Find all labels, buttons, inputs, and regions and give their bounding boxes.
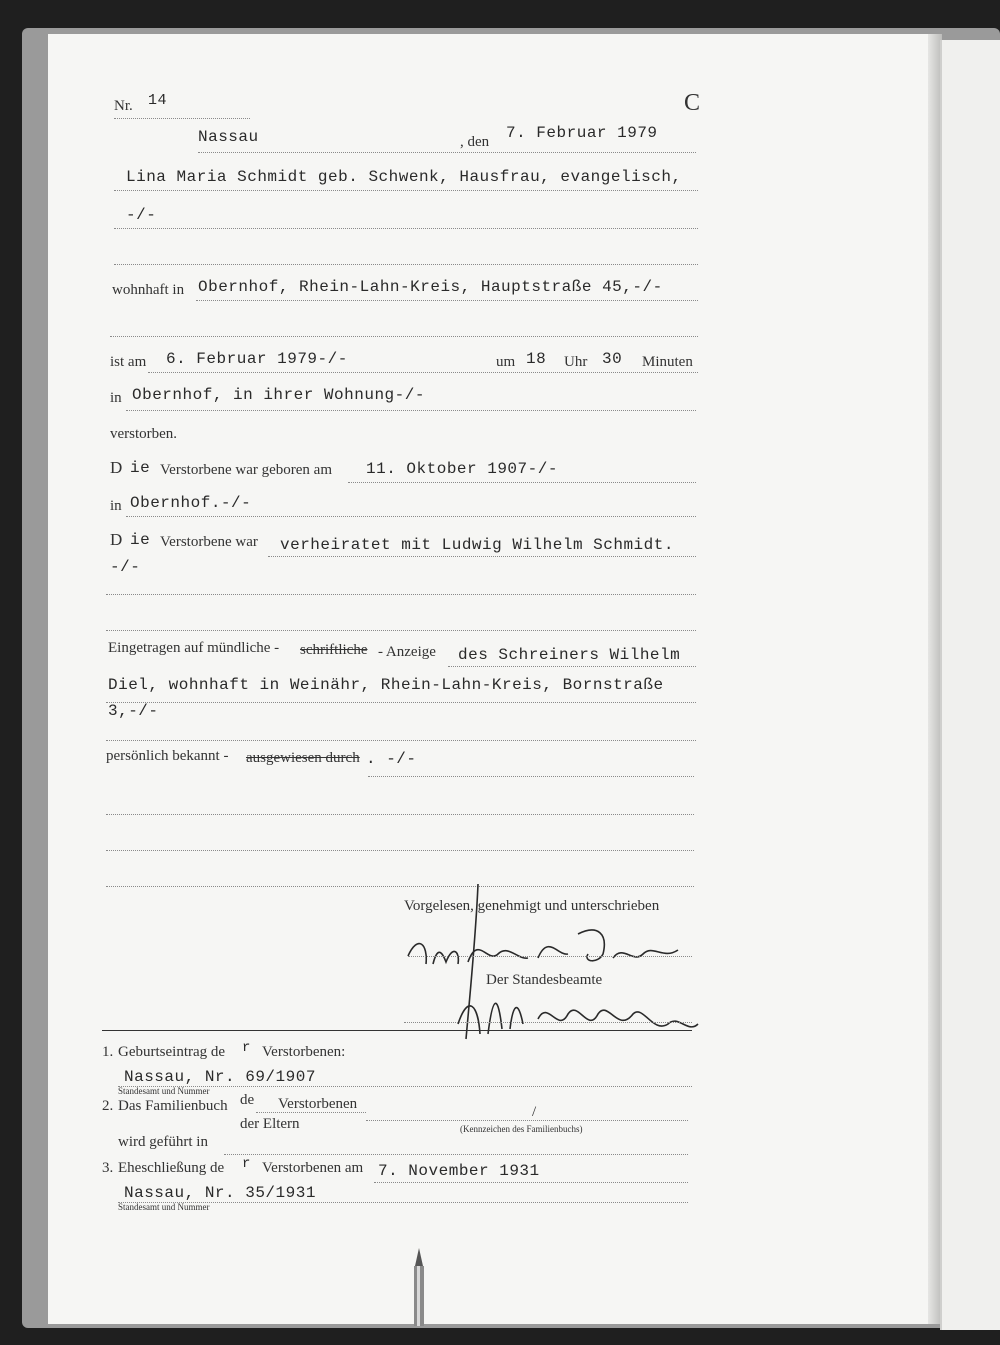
nr-line [114, 118, 250, 119]
marital-line-2 [106, 594, 696, 595]
note-3-number: 3. [102, 1160, 114, 1176]
report-line-3 [106, 740, 696, 741]
person-line-3 [114, 264, 698, 265]
note-3-sub: Standesamt und Nummer [118, 1202, 210, 1212]
place-value: Nassau [198, 128, 259, 146]
signature-line-1 [408, 956, 692, 957]
marital-line-1 [268, 556, 696, 557]
notes-separator [102, 1030, 692, 1031]
note-3-date: 7. November 1931 [378, 1162, 540, 1180]
uhr-label: Uhr [564, 354, 588, 370]
note-1-number: 1. [102, 1044, 114, 1060]
note-2-line [366, 1120, 688, 1121]
marital-suffix: ie [130, 531, 151, 549]
marital-value2: -/- [110, 558, 141, 576]
identity-value: . -/- [366, 750, 417, 768]
birth-d-label: D [110, 458, 123, 477]
death-date-label: ist am [110, 354, 147, 370]
birth-suffix: ie [130, 459, 151, 477]
um-label: um [496, 354, 516, 370]
birth-place-label: in [110, 498, 122, 514]
note-2-line-2 [224, 1154, 688, 1155]
register-page [48, 34, 934, 1324]
death-place-label: in [110, 390, 122, 406]
note-2-de: de [240, 1092, 255, 1108]
nr-label: Nr. [114, 98, 133, 114]
residence-label: wohnhaft in [112, 282, 185, 298]
note-1-value: Nassau, Nr. 69/1907 [124, 1068, 316, 1086]
birth-date: 11. Oktober 1907-/- [366, 460, 558, 478]
report-line-1 [448, 666, 696, 667]
birth-date-line [348, 482, 696, 483]
note-3-label-end: Verstorbenen am [262, 1160, 364, 1176]
registrar-label: Der Standesbeamte [486, 972, 603, 988]
report-label-start: Eingetragen auf mündliche - [108, 640, 280, 656]
report-label-end: - Anzeige [378, 644, 436, 660]
note-3-value: Nassau, Nr. 35/1931 [124, 1184, 316, 1202]
note-2-option-2: der Eltern [240, 1116, 300, 1132]
verstorben-label: verstorben. [110, 426, 178, 442]
marital-value: verheiratet mit Ludwig Wilhelm Schmidt. [280, 536, 674, 554]
note-1-label: Geburtseintrag de [118, 1044, 226, 1060]
death-minutes: 30 [602, 350, 623, 368]
person-line-2 [114, 228, 698, 229]
person-name: Lina Maria Schmidt geb. Schwenk, Hausfrau, evangelisch, [126, 168, 682, 186]
death-hour: 18 [526, 350, 547, 368]
death-place: Obernhof, in ihrer Wohnung-/- [132, 386, 425, 404]
person-line2: -/- [126, 206, 157, 224]
report-struck: schriftliche [300, 642, 368, 658]
blank-line-2 [106, 814, 694, 815]
note-3-line-1 [374, 1182, 688, 1183]
note-2-label: Das Familienbuch [118, 1098, 228, 1114]
note-1-label-end: Verstorbenen: [262, 1044, 346, 1060]
report-value-2: Diel, wohnhaft in Weinähr, Rhein-Lahn-Kreis, Bornstraße [108, 676, 664, 694]
blank-line-3 [106, 850, 694, 851]
identity-struck: ausgewiesen durch [246, 750, 360, 766]
residence-value: Obernhof, Rhein-Lahn-Kreis, Hauptstraße 45,-/- [198, 278, 663, 296]
marital-d-label: D [110, 530, 123, 549]
report-value-3: 3,-/- [108, 702, 159, 720]
marital-line-3 [106, 630, 696, 631]
place-date-line [198, 152, 696, 153]
date-value: 7. Februar 1979 [506, 124, 658, 142]
note-2-label-2: wird geführt in [118, 1134, 208, 1150]
birth-place: Obernhof.-/- [130, 494, 252, 512]
facing-page [940, 40, 1000, 1330]
identity-line [368, 776, 694, 777]
blank-line-1 [110, 336, 698, 337]
note-3-suffix: r [242, 1156, 251, 1172]
signature-image [398, 874, 718, 1054]
pen-image [404, 1246, 434, 1326]
note-2-option-line [256, 1112, 366, 1113]
report-value-1: des Schreiners Wilhelm [458, 646, 681, 664]
den-label: , den [460, 134, 490, 150]
note-1-sub: Standesamt und Nummer [118, 1086, 210, 1096]
identity-label: persönlich bekannt - [106, 748, 229, 764]
note-3-label: Eheschließung de [118, 1160, 225, 1176]
marital-label: Verstorbene war [160, 534, 258, 550]
note-2-option-1: Verstorbenen [278, 1096, 358, 1112]
birth-label: Verstorbene war geboren am [160, 462, 333, 478]
note-2-number: 2. [102, 1098, 114, 1114]
note-2-slash: / [532, 1104, 537, 1120]
death-date-line [148, 372, 698, 373]
note-2-sub: (Kennzeichen des Familienbuchs) [460, 1124, 583, 1134]
signature-line-2 [404, 1022, 692, 1023]
birth-place-line [126, 516, 696, 517]
residence-line [196, 300, 698, 301]
report-line-2 [106, 702, 696, 703]
minuten-label: Minuten [642, 354, 693, 370]
read-approved-label: Vorgelesen, genehmigt und unterschrieben [404, 898, 660, 914]
death-date: 6. Februar 1979-/- [166, 350, 348, 368]
death-place-line [126, 410, 696, 411]
note-1-suffix: r [242, 1040, 251, 1056]
entry-number: 14 [148, 92, 168, 109]
register-letter: C [684, 90, 701, 116]
person-line-1 [114, 190, 698, 191]
